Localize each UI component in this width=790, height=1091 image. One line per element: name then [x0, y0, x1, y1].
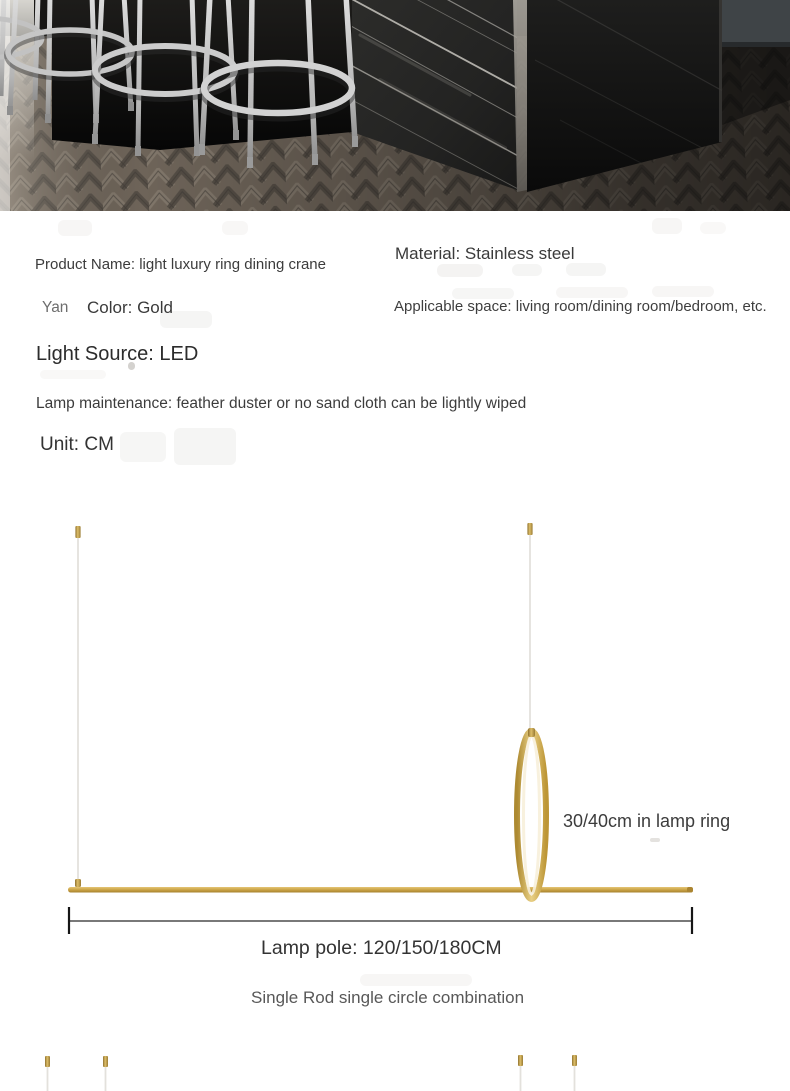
spec-material: Material: Stainless steel — [395, 244, 575, 263]
diagram-caption: Single Rod single circle combination — [251, 988, 525, 1007]
spec-product-name: Product Name: light luxury ring dining crane — [35, 256, 326, 273]
watermark-smudge — [120, 432, 166, 462]
watermark-smudge — [222, 221, 248, 235]
spec-applicable-space: Applicable space: living room/dining room/bedroom, etc. — [394, 298, 767, 315]
watermark-smudge — [652, 218, 682, 234]
lamp-pole-bar — [68, 887, 693, 893]
ring-size-label: 30/40cm in lamp ring — [563, 811, 731, 831]
spec-light-source: Light Source: LED — [36, 343, 199, 365]
pole-length-label: Lamp pole: 120/150/180CM — [261, 937, 502, 959]
watermark-smudge — [512, 264, 542, 276]
watermark-smudge — [174, 428, 236, 465]
product-photo — [0, 0, 790, 211]
spec-unit: Unit: CM — [40, 434, 114, 455]
bar-connector-left — [75, 879, 81, 887]
lamp-ring — [517, 728, 546, 899]
spec-color-fragment: Yan — [42, 299, 69, 316]
watermark-smudge — [700, 222, 726, 234]
spec-color: Color: Gold — [87, 298, 173, 317]
suspension-left — [75, 526, 81, 887]
watermark-smudge — [40, 370, 106, 379]
watermark-smudge — [58, 220, 92, 236]
spec-maintenance: Lamp maintenance: feather duster or no sand cloth can be lightly wiped — [36, 395, 527, 412]
dimension-line — [69, 907, 692, 934]
next-diagram-partial — [45, 1055, 577, 1091]
watermark-smudge — [566, 263, 606, 276]
ceiling-cap-right — [527, 523, 532, 535]
watermark-smudge — [437, 264, 483, 277]
watermark-smudge — [652, 286, 714, 297]
kitchen-scene-illustration — [0, 0, 790, 211]
watermark-smudge — [556, 287, 628, 298]
ceiling-cap-left — [75, 526, 80, 538]
ring-clasp — [528, 728, 535, 737]
suspension-right — [527, 523, 532, 733]
